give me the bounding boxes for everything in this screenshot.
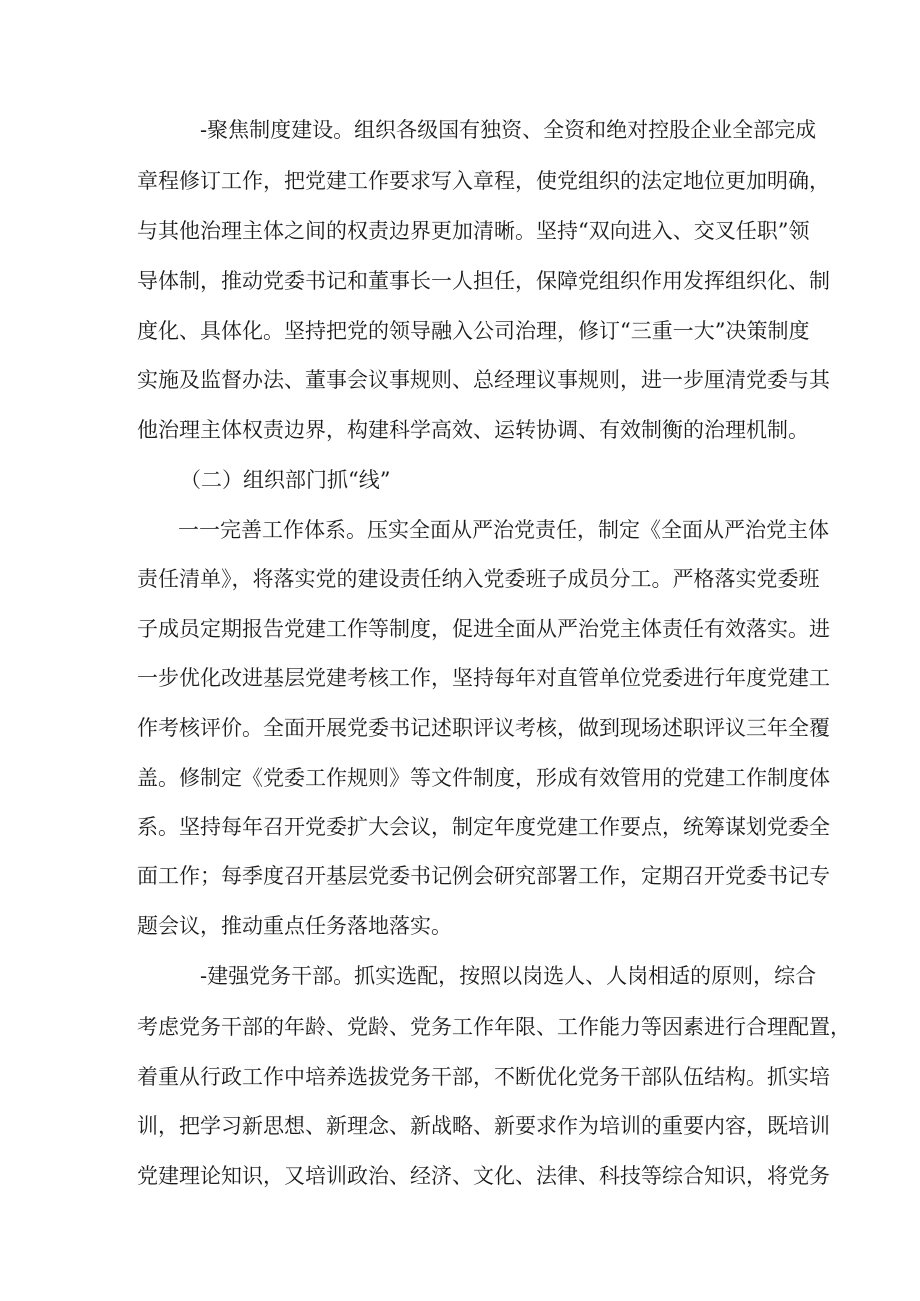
paragraph-1-line-4: 导体制，推动党委书记和董事长一人担任，保障党组织作用发挥组织化、制 (137, 269, 830, 293)
paragraph-2-line-3: 子成员定期报告党建工作等制度，促进全面从严治党主体责任有效落实。进 (137, 617, 830, 641)
paragraph-1-line-5: 度化、具体化。坚持把党的领导融入公司治理，修订“三重一大”决策制度 (137, 319, 810, 343)
section-heading: （二）组织部门抓“线” (180, 468, 391, 492)
paragraph-3-line-3: 着重从行政工作中培养选拔党务干部，不断优化党务干部队伍结构。抓实培 (137, 1065, 830, 1089)
paragraph-1-line-7: 他治理主体权责边界，构建科学高效、运转协调、有效制衡的治理机制。 (137, 418, 809, 442)
paragraph-2-line-2: 责任清单》，将落实党的建设责任纳入党委班子成员分工。严格落实党委班 (137, 567, 820, 591)
paragraph-3-line-4: 训，把学习新思想、新理念、新战略、新要求作为培训的重要内容，既培训 (137, 1114, 830, 1138)
paragraph-3-line-1: -建强党务干部。抓实选配，按照以岗选人、人岗相适的原则，综合 (200, 964, 817, 988)
paragraph-2-line-9: 题会议，推动重点任务落地落实。 (137, 914, 452, 938)
paragraph-2-line-1: 一一完善工作体系。压实全面从严治党责任，制定《全面从严治党主体 (178, 518, 829, 542)
paragraph-1-line-1: -聚焦制度建设。组织各级国有独资、全资和绝对控股企业全部完成 (200, 118, 817, 142)
paragraph-1-line-2: 章程修订工作，把党建工作要求写入章程，使党组织的法定地位更加明确， (137, 169, 830, 193)
paragraph-2-line-6: 盖。修制定《党委工作规则》等文件制度，形成有效管用的党建工作制度体 (137, 766, 830, 790)
paragraph-3-line-2: 考虑党务干部的年龄、党龄、党务工作年限、工作能力等因素进行合理配置， (137, 1015, 851, 1039)
paragraph-1-line-3: 与其他治理主体之间的权责边界更加清晰。坚持“双向进入、交叉任职”领 (137, 219, 810, 243)
paragraph-2-line-8: 面工作；每季度召开基层党委书记例会研究部署工作，定期召开党委书记专 (137, 864, 830, 888)
paragraph-1-line-6: 实施及监督办法、董事会议事规则、总经理议事规则，进一步厘清党委与其 (137, 368, 830, 392)
paragraph-2-line-4: 一步优化改进基层党建考核工作，坚持每年对直管单位党委进行年度党建工 (137, 666, 830, 690)
paragraph-2-line-5: 作考核评价。全面开展党委书记述职评议考核，做到现场述职评议三年全覆 (137, 716, 830, 740)
paragraph-3-line-5: 党建理论知识，又培训政治、经济、文化、法律、科技等综合知识，将党务 (137, 1164, 830, 1188)
paragraph-2-line-7: 系。坚持每年召开党委扩大会议，制定年度党建工作要点，统筹谋划党委全 (137, 815, 830, 839)
